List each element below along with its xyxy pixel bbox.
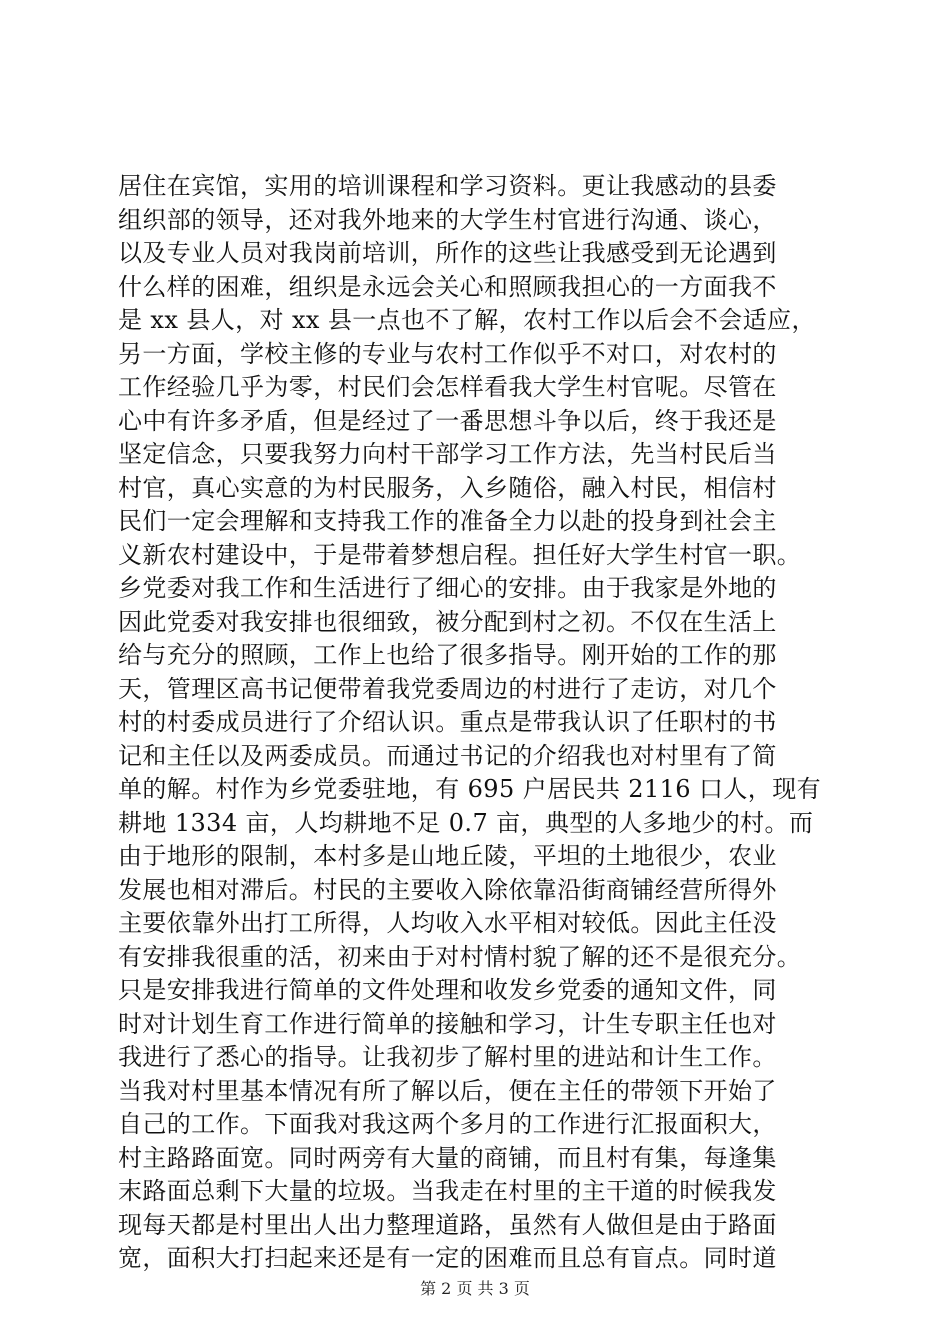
text-line: 乡党委对我工作和生活进行了细心的安排。由于我家是外地的 [118, 574, 777, 602]
text-line: 组织部的领导，还对我外地来的大学生村官进行沟通、谈心， [118, 205, 777, 234]
text-line: 只是安排我进行简单的文件处理和收发乡党委的通知文件，同 [118, 976, 777, 1004]
text-line: 另一方面，学校主修的专业与农村工作似乎不对口，对农村的 [118, 339, 777, 368]
text-line: 耕地 1334 亩，人均耕地不足 0.7 亩，典型的人多地少的村。而 [118, 808, 814, 837]
text-line: 给与充分的照顾，工作上也给了很多指导。刚开始的工作的那 [118, 641, 777, 669]
text-line: 有安排我很重的活，初来由于对村情村貌了解的还不是很充分。 [118, 942, 802, 971]
text-line: 村主路路面宽。同时两旁有大量的商铺，而且村有集，每逢集 [118, 1143, 777, 1172]
text-line: 宽，面积大打扫起来还是有一定的困难而且总有盲点。同时道 [118, 1244, 777, 1272]
text-line: 村官，真心实意的为村民服务，入乡随俗，融入村民，相信村 [118, 473, 777, 502]
text-line: 村的村委成员进行了介绍认识。重点是带我认识了任职村的书 [118, 708, 777, 736]
text-line: 自己的工作。下面我对我这两个多月的工作进行汇报面积大， [118, 1110, 777, 1138]
text-line: 以及专业人员对我岗前培训，所作的这些让我感受到无论遇到 [118, 239, 777, 267]
text-line: 天，管理区高书记便带着我党委周边的村进行了走访，对几个 [118, 674, 777, 703]
text-line: 心中有许多矛盾，但是经过了一番思想斗争以后，终于我还是 [118, 406, 777, 435]
text-line: 民们一定会理解和支持我工作的准备全力以赴的投身到社会主 [118, 507, 777, 535]
text-line: 什么样的困难，组织是永远会关心和照顾我担心的一方面我不 [118, 272, 777, 301]
text-line: 主要依靠外出打工所得，人均收入水平相对较低。因此主任没 [118, 909, 777, 937]
text-line: 因此党委对我安排也很细致，被分配到村之初。不仅在生活上 [118, 607, 777, 636]
text-line: 坚定信念，只要我努力向村干部学习工作方法，先当村民后当 [118, 440, 777, 468]
text-line: 发展也相对滞后。村民的主要收入除依靠沿街商铺经营所得外 [118, 875, 777, 904]
text-line: 义新农村建设中，于是带着梦想启程。担任好大学生村官一职。 [118, 540, 802, 569]
text-line: 记和主任以及两委成员。而通过书记的介绍我也对村里有了简 [118, 741, 777, 770]
text-line: 末路面总剩下大量的垃圾。当我走在村里的主干道的时候我发 [118, 1177, 777, 1205]
text-line: 居住在宾馆，实用的培训课程和学习资料。更让我感动的县委 [118, 172, 777, 200]
text-line: 我进行了悉心的指导。让我初步了解村里的进站和计生工作。 [118, 1043, 777, 1071]
body-text [118, 170, 838, 1276]
text-line: 时对计划生育工作进行简单的接触和学习，计生专职主任也对 [118, 1009, 777, 1038]
text-line: 现每天都是村里出人出力整理道路，虽然有人做但是由于路面 [118, 1210, 777, 1239]
text-line: 当我对村里基本情况有所了解以后，便在主任的带领下开始了 [118, 1076, 777, 1105]
text-line: 是 xx 县人，对 xx 县一点也不了解，农村工作以后会不会适应， [118, 306, 816, 334]
text-line: 工作经验几乎为零，村民们会怎样看我大学生村官呢。尽管在 [118, 373, 777, 401]
page-footer: 第 2 页 共 3 页 [420, 1279, 530, 1298]
text-line: 由于地形的限制，本村多是山地丘陵，平坦的土地很少，农业 [118, 842, 777, 870]
text-line: 单的解。村作为乡党委驻地，有 695 户居民共 2116 口人，现有 [118, 775, 822, 803]
